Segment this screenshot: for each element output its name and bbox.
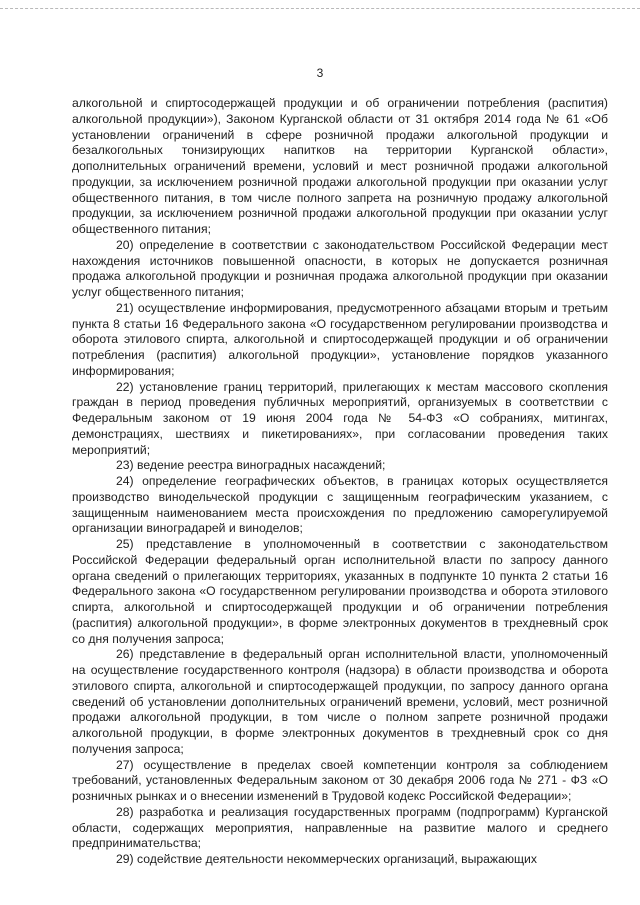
- list-item-20: 20) определение в соответствии с законодательством Российской Федерации мест нахождения источников повышенной опасности, в которых не допускается розничная продажа алкогольной продукции и розничная продажа алкогольной продукции при оказании услуг общественного питания;: [72, 237, 608, 299]
- list-item-22: 22) установление границ территорий, прилегающих к местам массового скопления граждан в период проведения публичных мероприятий, организуемых в соответствии с Федеральным законом от 19 июня 2004 года № 54-ФЗ «О собраниях, митингах, демонстрациях, шествиях и пикетированиях», при согласовании проведения таких мероприятий;: [72, 379, 608, 457]
- paragraph-continuation: алкогольной и спиртосодержащей продукции и об ограничении потребления (распития) алкогольной продукции»), Законом Курганской области от 31 октября 2014 года № 61 «Об установлении ограничений в сфере розничной продажи алкогольной продукции и безалкогольных тонизирующих напитков на территории Курганской области», дополнительных ограничений времени, условий и мест розничной продажи алкогольной продукции, за исключением розничной продажи алкогольной продукции при оказании услуг общественного питания, в том числе полного запрета на розничную продажу алкогольной продукции, за исключением розничной продажи алкогольной продукции при оказании услуг общественного питания;: [72, 96, 608, 236]
- document-body: [72, 96, 608, 868]
- top-scan-line: [0, 8, 640, 9]
- list-item-24: 24) определение географических объектов, в границах которых осуществляется производство винодельческой продукции с защищенным географическим указанием, с защищенным наименованием места происхождения по предложению саморегулируемой организации виноградарей и виноделов;: [72, 474, 608, 536]
- list-item-27: 27) осуществление в пределах своей компетенции контроля за соблюдением требований, установленных Федеральным законом от 30 декабря 2006 года № 271 - ФЗ «О розничных рынках и о внесении изменений в Трудовой кодекс Российской Федерации»;: [72, 757, 608, 803]
- list-item-29: 29) содействие деятельности некоммерческих организаций, выражающих: [116, 852, 537, 866]
- list-item-21: 21) осуществление информирования, предусмотренного абзацами вторым и третьим пункта 8 статьи 16 Федерального закона «О государственном регулировании производства и оборота этилового спирта, алкогольной и спиртосодержащей продукции и об ограничении потребления (распития) алкогольной продукции», установление порядков указанного информирования;: [72, 300, 608, 378]
- page-number: 3: [316, 66, 324, 80]
- list-item-25: 25) представление в уполномоченный в соответствии с законодательством Российской Федерации федеральный орган исполнительной власти по запросу данного органа сведений о прилегающих территориях, указанных в подпункте 10 пункта 2 статьи 16 Федерального закона «О государственном регулировании производства и оборота этилового спирта, алкогольной и спиртосодержащей продукции и об ограничении потребления (распития) алкогольной продукции», в форме электронных документов в трехдневный срок со дня получения запроса;: [72, 537, 608, 646]
- list-item-26: 26) представление в федеральный орган исполнительной власти, уполномоченный на осуществление государственного контроля (надзора) в области производства и оборота этилового спирта, алкогольной и спиртосодержащей продукции, по запросу данного органа сведений об установлении дополнительных ограничений времени, условий, мест розничной продажи алкогольной продукции, в том числе о полном запрете розничной продажи алкогольной продукции, в форме электронных документов в трехдневный срок со дня получения запроса;: [72, 647, 608, 756]
- list-item-28: 28) разработка и реализация государственных программ (подпрограмм) Курганской области, содержащих мероприятия, направленные на развитие малого и среднего предпринимательства;: [72, 804, 608, 851]
- list-item-23: 23) ведение реестра виноградных насаждений;: [116, 458, 386, 473]
